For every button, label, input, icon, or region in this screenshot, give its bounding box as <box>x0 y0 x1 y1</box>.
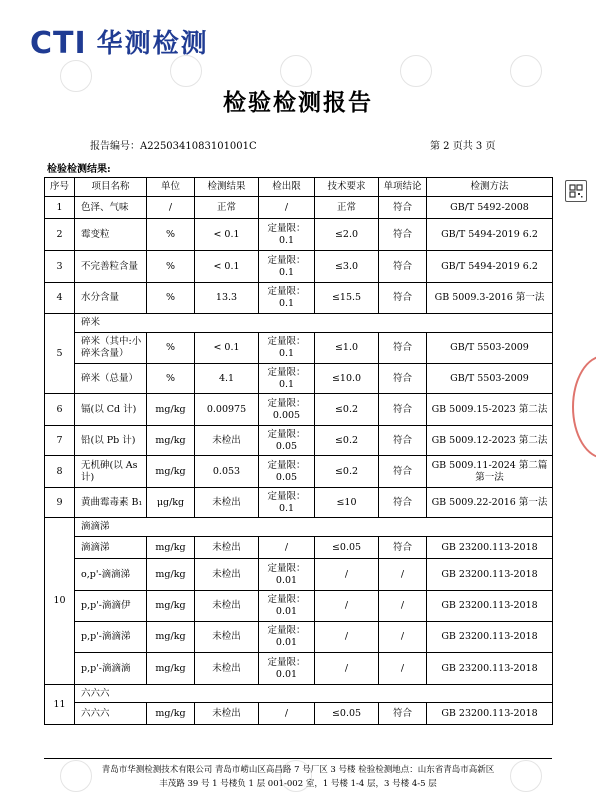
cell-result: 0.00975 <box>195 394 259 426</box>
table-row <box>45 219 553 251</box>
cell-name: 镉(以 Cd 计) <box>75 394 147 426</box>
table-row <box>45 703 553 725</box>
cell-result: 4.1 <box>195 364 259 394</box>
cell-result: < 0.1 <box>195 333 259 364</box>
cell-unit: mg/kg <box>147 622 195 653</box>
cell-requirement: ≤0.2 <box>315 426 379 456</box>
page-info: 第 2 页共 3 页 <box>430 141 496 152</box>
col-header: 技术要求 <box>315 178 379 197</box>
table-row <box>45 653 553 685</box>
cell-limit: 定量限：0.01 <box>259 591 315 622</box>
cell-conclusion: 符合 <box>379 364 427 394</box>
cell-name: 铅(以 Pb 计) <box>75 426 147 456</box>
cell-requirement: ≤0.2 <box>315 394 379 426</box>
cell-conclusion: 符合 <box>379 703 427 725</box>
table-row <box>45 559 553 591</box>
cell-unit: mg/kg <box>147 537 195 559</box>
cell-no: 4 <box>45 283 75 314</box>
cell-name: 霉变粒 <box>75 219 147 251</box>
cell-method: GB 23200.113-2018 <box>427 653 553 685</box>
table-row <box>45 197 553 219</box>
cell-no: 11 <box>45 685 75 725</box>
cell-method: GB 23200.113-2018 <box>427 591 553 622</box>
cell-requirement: 正常 <box>315 197 379 219</box>
col-header: 序号 <box>45 178 75 197</box>
cell-method: GB 5009.15-2023 第二法 <box>427 394 553 426</box>
cell-result: 未检出 <box>195 653 259 685</box>
cell-conclusion: 符合 <box>379 426 427 456</box>
table-row <box>45 488 553 518</box>
results-table <box>44 177 553 725</box>
cell-requirement: ≤2.0 <box>315 219 379 251</box>
cell-unit: % <box>147 251 195 283</box>
group-title: 碎米 <box>75 314 553 333</box>
cell-no: 10 <box>45 518 75 685</box>
cell-method: GB/T 5492-2008 <box>427 197 553 219</box>
cell-conclusion: 符合 <box>379 456 427 488</box>
report-number: 报告编号：A2250341083101001C <box>90 141 257 152</box>
cell-name: 不完善粒含量 <box>75 251 147 283</box>
table-row <box>45 394 553 426</box>
watermark-mark <box>400 55 432 87</box>
cell-method: GB 23200.113-2018 <box>427 559 553 591</box>
cell-method: GB/T 5494-2019 6.2 <box>427 219 553 251</box>
col-header: 单项结论 <box>379 178 427 197</box>
table-row <box>45 456 553 488</box>
col-header: 单位 <box>147 178 195 197</box>
table-group-row <box>45 314 553 333</box>
cell-result: 未检出 <box>195 537 259 559</box>
cell-unit: mg/kg <box>147 653 195 685</box>
table-header-row <box>45 178 553 197</box>
cell-name: p,p'-滴滴涕 <box>75 622 147 653</box>
table-row <box>45 537 553 559</box>
cell-no: 2 <box>45 219 75 251</box>
cell-limit: 定量限：0.005 <box>259 394 315 426</box>
cell-conclusion: 符合 <box>379 537 427 559</box>
cell-unit: % <box>147 283 195 314</box>
cell-result: 未检出 <box>195 426 259 456</box>
table-group-row <box>45 685 553 703</box>
cell-conclusion: / <box>379 653 427 685</box>
cell-conclusion: 符合 <box>379 219 427 251</box>
cell-limit: / <box>259 537 315 559</box>
cell-method: GB/T 5503-2009 <box>427 333 553 364</box>
company-logo <box>30 28 209 60</box>
cell-conclusion: 符合 <box>379 488 427 518</box>
watermark-mark <box>510 55 542 87</box>
cell-unit: mg/kg <box>147 703 195 725</box>
cell-unit: mg/kg <box>147 559 195 591</box>
table-row <box>45 333 553 364</box>
cell-result: 13.3 <box>195 283 259 314</box>
cell-limit: 定量限：0.05 <box>259 456 315 488</box>
cell-limit: / <box>259 197 315 219</box>
cell-method: GB 23200.113-2018 <box>427 622 553 653</box>
cell-limit: 定量限：0.05 <box>259 426 315 456</box>
cell-limit: 定量限：0.1 <box>259 219 315 251</box>
section-label: 检验检测结果: <box>47 164 111 175</box>
cell-limit: / <box>259 703 315 725</box>
cell-conclusion: / <box>379 559 427 591</box>
table-row <box>45 364 553 394</box>
cell-conclusion: 符合 <box>379 283 427 314</box>
cell-limit: 定量限：0.1 <box>259 333 315 364</box>
cell-unit: % <box>147 333 195 364</box>
cell-requirement: / <box>315 591 379 622</box>
qr-code-button[interactable] <box>565 180 587 202</box>
cell-no: 8 <box>45 456 75 488</box>
cell-requirement: / <box>315 653 379 685</box>
cell-name: o,p'-滴滴涕 <box>75 559 147 591</box>
cell-name: 碎米（其中:小碎米含量） <box>75 333 147 364</box>
cell-limit: 定量限：0.01 <box>259 653 315 685</box>
qr-code-icon <box>569 184 583 198</box>
cell-name: p,p'-滴滴滴 <box>75 653 147 685</box>
group-title: 六六六 <box>75 685 553 703</box>
cell-requirement: ≤10 <box>315 488 379 518</box>
cell-no: 7 <box>45 426 75 456</box>
cell-result: 0.053 <box>195 456 259 488</box>
cell-name: 六六六 <box>75 703 147 725</box>
cell-requirement: ≤3.0 <box>315 251 379 283</box>
group-title: 滴滴涕 <box>75 518 553 537</box>
cell-conclusion: / <box>379 622 427 653</box>
cell-name: 水分含量 <box>75 283 147 314</box>
cell-no: 3 <box>45 251 75 283</box>
cell-unit: % <box>147 364 195 394</box>
footer-line-1: 青岛市华测检测技术有限公司 青岛市崂山区高昌路 7 号厂区 3 号楼 检验检测地点：山东省青岛市高新区 <box>101 765 495 775</box>
page-title: 检验检测报告 <box>223 90 373 116</box>
cell-method: GB 5009.12-2023 第二法 <box>427 426 553 456</box>
cell-name: 滴滴涕 <box>75 537 147 559</box>
table-row <box>45 591 553 622</box>
cell-limit: 定量限：0.01 <box>259 559 315 591</box>
table-row <box>45 622 553 653</box>
cell-method: GB 23200.113-2018 <box>427 703 553 725</box>
cell-unit: / <box>147 197 195 219</box>
cell-conclusion: 符合 <box>379 251 427 283</box>
cell-name: 色泽、气味 <box>75 197 147 219</box>
cell-requirement: / <box>315 559 379 591</box>
cell-method: GB/T 5494-2019 6.2 <box>427 251 553 283</box>
cell-result: < 0.1 <box>195 251 259 283</box>
cell-limit: 定量限：0.1 <box>259 283 315 314</box>
cell-unit: mg/kg <box>147 394 195 426</box>
cell-limit: 定量限：0.01 <box>259 622 315 653</box>
cell-unit: mg/kg <box>147 591 195 622</box>
cell-name: p,p'-滴滴伊 <box>75 591 147 622</box>
cell-limit: 定量限：0.1 <box>259 488 315 518</box>
cell-no: 9 <box>45 488 75 518</box>
cell-result: 未检出 <box>195 559 259 591</box>
footer-line-2: 丰茂路 39 号 1 号楼负 1 层 001-002 室，1 号楼 1-4 层，3 号楼 4-5 层 <box>159 779 437 789</box>
logo-cn: 华测检测 <box>96 29 209 59</box>
cell-requirement: ≤0.05 <box>315 537 379 559</box>
cell-result: 未检出 <box>195 488 259 518</box>
cell-method: GB 23200.113-2018 <box>427 537 553 559</box>
cell-limit: 定量限：0.1 <box>259 251 315 283</box>
cell-method: GB/T 5503-2009 <box>427 364 553 394</box>
col-header: 检测结果 <box>195 178 259 197</box>
cell-requirement: ≤15.5 <box>315 283 379 314</box>
cell-method: GB 5009.22-2016 第一法 <box>427 488 553 518</box>
cell-no: 1 <box>45 197 75 219</box>
cell-conclusion: 符合 <box>379 333 427 364</box>
cell-unit: mg/kg <box>147 456 195 488</box>
cell-result: 未检出 <box>195 703 259 725</box>
cell-limit: 定量限：0.1 <box>259 364 315 394</box>
col-header: 检测方法 <box>427 178 553 197</box>
cell-requirement: ≤10.0 <box>315 364 379 394</box>
cell-method: GB 5009.11-2024 第二篇 第一法 <box>427 456 553 488</box>
cell-requirement: ≤0.05 <box>315 703 379 725</box>
table-group-row <box>45 518 553 537</box>
footer-divider <box>44 758 552 759</box>
cell-method: GB 5009.3-2016 第一法 <box>427 283 553 314</box>
table-row <box>45 251 553 283</box>
cell-conclusion: 符合 <box>379 197 427 219</box>
red-seal-stamp <box>572 355 596 459</box>
cell-unit: mg/kg <box>147 426 195 456</box>
cell-name: 无机砷(以 As 计) <box>75 456 147 488</box>
cell-conclusion: 符合 <box>379 394 427 426</box>
cell-result: < 0.1 <box>195 219 259 251</box>
cell-unit: μg/kg <box>147 488 195 518</box>
col-header: 项目名称 <box>75 178 147 197</box>
watermark-mark <box>280 55 312 87</box>
cell-result: 未检出 <box>195 622 259 653</box>
cell-requirement: ≤0.2 <box>315 456 379 488</box>
cell-result: 未检出 <box>195 591 259 622</box>
table-row <box>45 283 553 314</box>
logo-en: CTI <box>30 26 87 61</box>
cell-no: 5 <box>45 314 75 394</box>
cell-result: 正常 <box>195 197 259 219</box>
table-row <box>45 426 553 456</box>
col-header: 检出限 <box>259 178 315 197</box>
cell-name: 碎米（总量） <box>75 364 147 394</box>
cell-conclusion: / <box>379 591 427 622</box>
cell-unit: % <box>147 219 195 251</box>
cell-requirement: ≤1.0 <box>315 333 379 364</box>
cell-no: 6 <box>45 394 75 426</box>
cell-name: 黄曲霉毒素 B₁ <box>75 488 147 518</box>
cell-requirement: / <box>315 622 379 653</box>
